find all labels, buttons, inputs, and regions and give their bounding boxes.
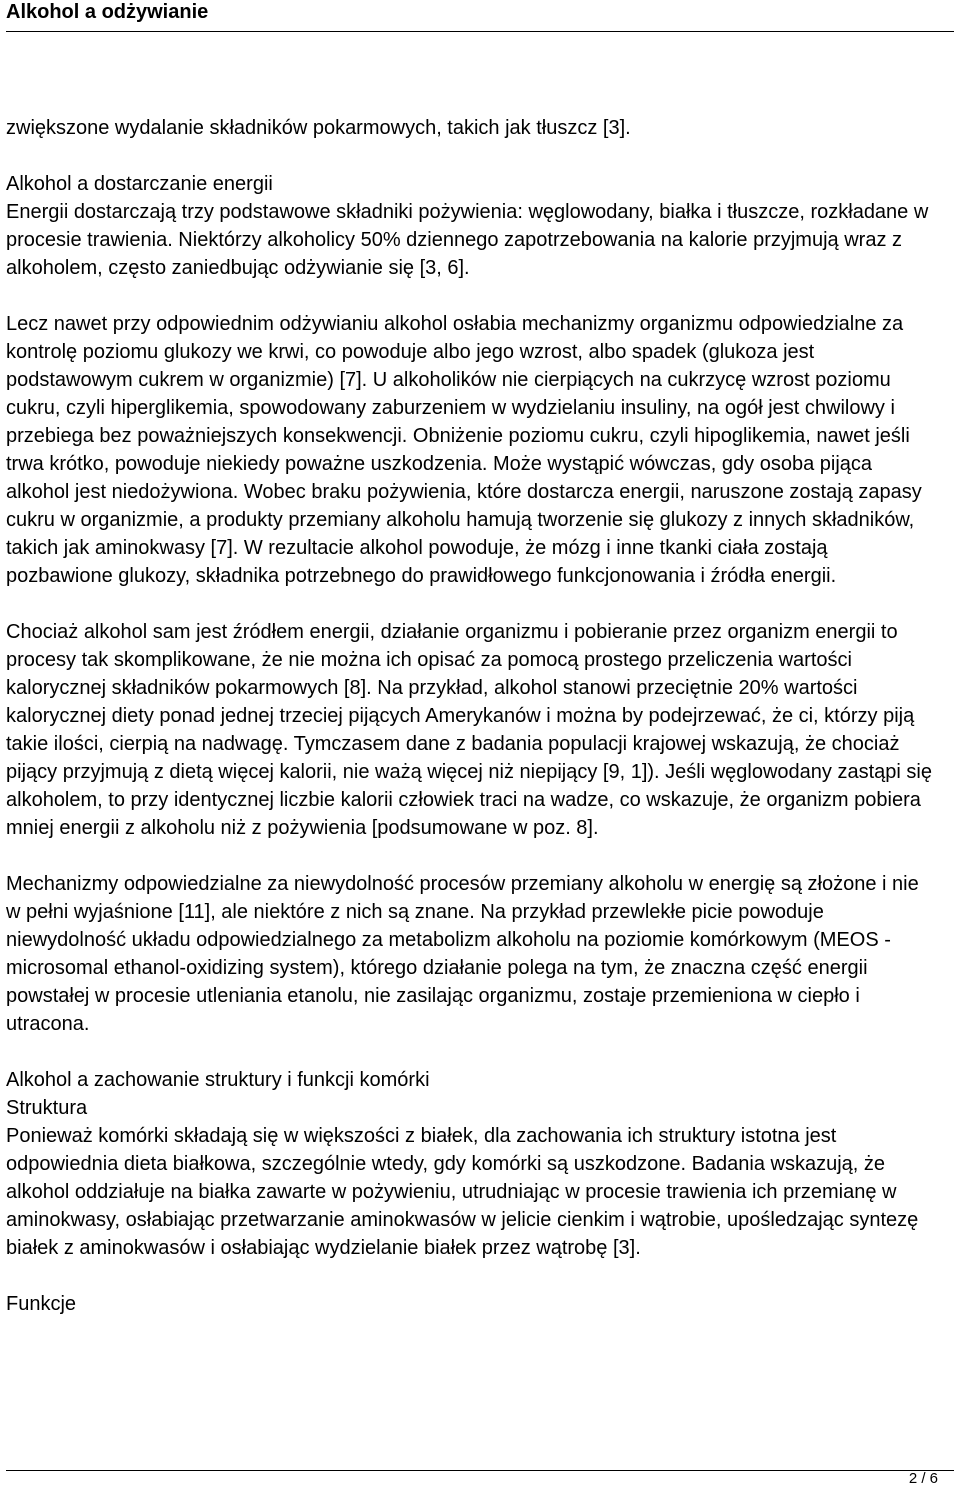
document-body [6,114,936,1346]
header-divider [6,31,954,32]
paragraph-calorie-value: Chociaż alkohol sam jest źródłem energii, działanie organizmu i pobieranie przez organizm energii to procesy tak skomplikowane, że nie można ich opisać za pomocą prostego przeliczenia wartości kalorycznej składników pokarmowych [8]. Na przykład, alkohol stanowi przeciętnie 20% wartości kalorycznej diety ponad jednej trzeciej pijących Amerykanów i można by podejrzewać, że ci, którzy piją takie ilości, cierpią na nadwagę. Tymczasem dane z badania populacji krajowej wskazują, że chociaż pijący przyjmują z dietą więcej kalorii, nie ważą więcej niż niepijący [9, 1]). Jeśli węglowodany zastąpi się alkoholem, to przy identycznej liczbie kalorii człowiek traci na wadze, co wskazuje, że organizm pobiera mniej energii z alkoholu niż z pożywienia [podsumowane w poz. 8]. [6,621,932,839]
paragraph-metabolism-mechanisms: Mechanizmy odpowiedzialne za niewydolność procesów przemiany alkoholu w energię są złożone i nie w pełni wyjaśnione [11], ale niektóre z nich są znane. Na przykład przewlekłe picie powoduje niewydolność układu odpowiedzialnego za metabolizm alkoholu na poziomie komórkowym (MEOS - microsomal ethanol-oxidizing system), którego działanie polega na tym, że znaczna część energii powstałej w procesie utleniania etanolu, nie zasilając organizmu, zostaje przemieniona w ciepło i utracona. [6,873,919,1035]
paragraph-fat-excretion: zwiększone wydalanie składników pokarmowych, takich jak tłuszcz [3]. [6,117,631,139]
paragraph-functions-heading: Funkcje [6,1293,77,1315]
footer-divider [6,1470,954,1471]
paragraph-energy-supply: Alkohol a dostarczanie energii Energii dostarczają trzy podstawowe składniki pożywienia: węglowodany, białka i tłuszcze, rozkładane w procesie trawienia. Niektórzy alkoholicy 50% dziennego zapotrzebowania na kalorie przyjmują wraz z alkoholem, często zaniedbując odżywianie się [3, 6]. [6,173,929,279]
document-header-title: Alkohol a odżywianie [6,1,209,23]
paragraph-glucose-control: Lecz nawet przy odpowiednim odżywianiu alkohol osłabia mechanizmy organizmu odpowiedzialne za kontrolę poziomu glukozy we krwi, co powoduje albo jego wzrost, albo spadek (glukoza jest podstawowym cukrem w organizmie) [7]. U alkoholików nie cierpiących na cukrzycę wzrost poziomu cukru, czyli hiperglikemia, spowodowany zaburzeniem w wydzielaniu insuliny, na ogół jest chwilowy i przebiega bez poważniejszych konsekwencji. Obniżenie poziomu cukru, czyli hipoglikemia, nawet jeśli trwa krótko, powoduje niekiedy poważne uszkodzenia. Może wystąpić wówczas, gdy osoba pijąca alkohol jest niedożywiona. Wobec braku pożywienia, które dostarcza energii, naruszone zostają zapasy cukru w organizmie, a produkty przemiany alkoholu hamują tworzenie się glukozy z innych składników, takich jak aminokwasy [7]. W rezultacie alkohol powoduje, że mózg i inne tkanki ciała zostają pozbawione glukozy, składnika potrzebnego do prawidłowego funkcjonowania i źródła energii. [6,313,922,587]
page-number: 2 / 6 [908,1470,938,1487]
paragraph-cell-structure: Alkohol a zachowanie struktury i funkcji komórki Struktura Ponieważ komórki składają się w większości z białek, dla zachowania ich struktury istotna jest odpowiednia dieta białkowa, szczególnie wtedy, gdy komórki są uszkodzone. Badania wskazują, że alkohol oddziałuje na białka zawarte w pożywieniu, utrudniając w procesie trawienia ich przemianę w aminokwasy, osłabiając przetwarzanie aminokwasów w jelicie cienkim i wątrobie, upośledzając syntezę białek z aminokwasów i osłabiając wydzielanie białek przez wątrobę [3]. [6,1069,919,1259]
